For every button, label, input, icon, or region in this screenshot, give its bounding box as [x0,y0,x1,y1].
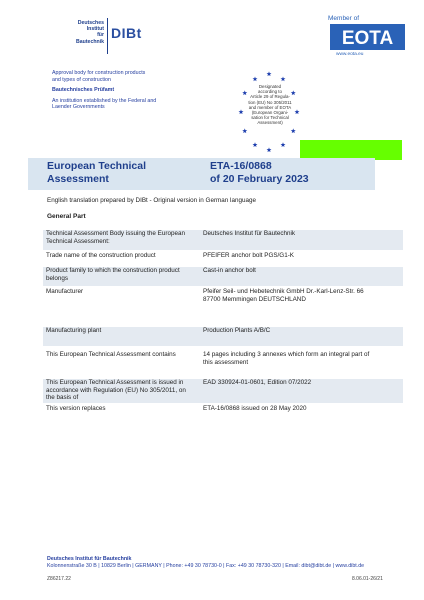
designation-line: Article 29 of Regula- [250,94,290,100]
row-value: Cast-in anchor bolt [203,267,256,274]
designation-line: Assessment) [257,120,283,126]
table-row [43,267,403,286]
dibt-name-line: für [97,32,104,39]
document-type-title [47,160,197,186]
title-line: Assessment [47,173,109,185]
dibt-logo [52,18,150,54]
eu-star-icon [281,142,286,147]
title-line: European Technical [47,160,146,172]
table-row [43,252,403,265]
approval-line: An institution established by the Federal and [52,97,157,104]
approval-info [52,70,192,115]
table-row [43,327,403,346]
table-row [43,230,403,250]
eota-logo-graphic [330,24,405,50]
row-label: Manufacturing plant [46,327,102,334]
eota-logo-text: EOTA [341,28,394,49]
row-label: Manufacturer [46,288,84,295]
dibt-divider [107,18,108,54]
dibt-name-line: Bautechnik [76,38,104,45]
approval-line: Laender Governments [52,104,105,110]
dibt-name-line: Institut [86,26,104,33]
designation-line: Designated [258,84,282,89]
table-row [43,379,403,403]
eu-star-icon [267,71,272,76]
section-heading: General Part [47,213,86,220]
eu-star-icon [253,76,258,81]
highlight-marker [300,140,402,160]
row-label: Technical Assessment Body issuing the European Technical Assessment: [46,230,185,245]
row-value: ETA-16/0868 issued on 28 May 2020 [203,405,307,412]
designation-line: sation for Technical [251,115,289,121]
footer-org: Deutsches Institut für Bautechnik [47,556,132,562]
table-row [43,351,403,377]
approval-line: and types of construction [52,76,111,83]
footer [47,556,387,569]
table-row [43,405,403,419]
eu-star-icon [242,128,247,133]
eota-logo [330,24,405,50]
document-reference: 8.06.01-26/21 [352,576,383,582]
approval-line: Approval body for construction products [52,70,146,76]
translation-note: English translation prepared by DIBt - Original version in German language [47,197,256,204]
footer-address: Kolonnenstraße 30 B | 10829 Berlin | GERMANY | Phone: +49 30 78730-0 | Fax: +49 30 78730-320 | Email: dibt@dibt.de | www.dibt.de [47,563,365,569]
designation-line: (European Organi- [251,110,289,116]
dibt-mark: DIBt [111,25,142,41]
dibt-name-line: Deutsches [77,20,104,26]
eu-star-icon [253,142,258,147]
document-code: Z86217.22 [47,576,71,582]
eu-star-icon [239,109,244,114]
row-value: Production Plants A/B/C [203,327,271,334]
table-row [43,288,403,325]
row-value: PFEIFER anchor bolt PGS/G1-K [203,252,294,259]
row-value: Deutsches Institut für Bautechnik [203,230,296,237]
row-value: 14 pages including 3 annexes which form an integral part of this assessment [203,351,370,366]
row-label: This European Technical Assessment is issued in accordance with Regulation (EU) No 305/2011, on the basis of [46,379,186,402]
row-label: This European Technical Assessment contains [46,351,176,358]
designation-line: and member of EOTA [248,104,292,110]
row-label: Product family to which the construction product belongs [46,267,180,282]
designation-text [244,84,296,126]
designation-line: according to [258,89,282,95]
approval-authority: Bautechnisches Prüfamt [52,87,115,93]
eta-number: ETA-16/0868 [210,160,272,172]
row-value: EAD 330924-01-0601, Edition 07/2022 [203,379,312,386]
eu-star-icon [267,147,272,152]
dibt-name [52,20,104,45]
eota-url: www.eota.eu [336,52,364,57]
eu-star-icon [291,128,296,133]
eu-star-icon [281,76,286,81]
eta-number-title [210,160,360,186]
designation-line: tion (EU) No 305/2011 [248,99,292,105]
eota-member-label: Member of [328,15,360,22]
eta-date: of 20 February 2023 [210,173,309,185]
row-value: Pfeifer Seil- und Hebetechnik GmbH Dr.-Karl-Lenz-Str. 66 87700 Memmingen DEUTSCHLAND [203,288,364,303]
row-label: This version replaces [46,405,106,412]
row-label: Trade name of the construction product [46,252,156,259]
